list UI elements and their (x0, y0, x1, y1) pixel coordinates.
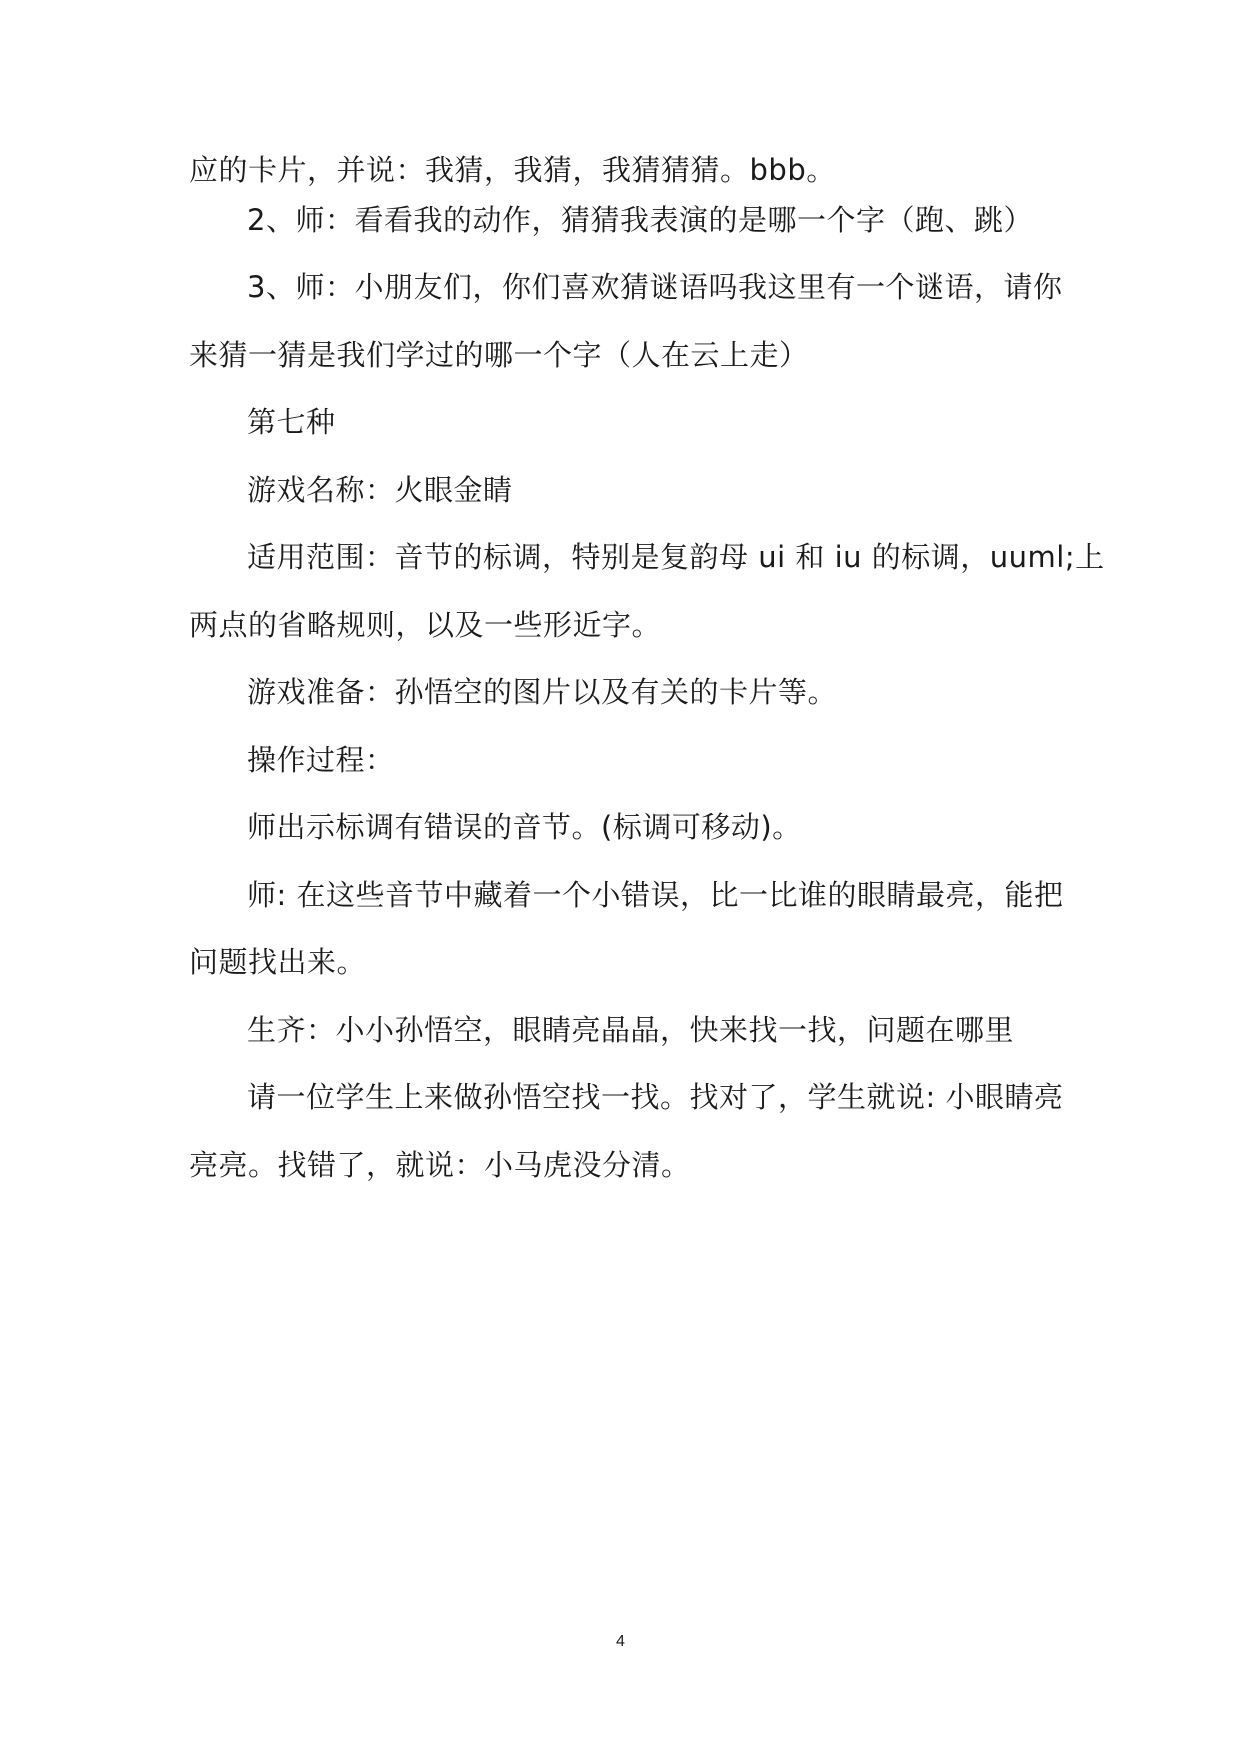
text-line: 生齐：小小孙悟空，眼睛亮晶晶，快来找一找，问题在哪里 (247, 1013, 1015, 1047)
text-line: 适用范围：音节的标调，特别是复韵母 ui 和 iu 的标调，uuml;上 (247, 540, 1105, 574)
text-line: 2、师：看看我的动作，猜猜我表演的是哪一个字（跑、跳） (247, 203, 1033, 237)
text-line: 应的卡片，并说：我猜，我猜，我猜猜猜。bbb。 (189, 153, 836, 187)
text-line: 师出示标调有错误的音节。(标调可移动)。 (247, 810, 802, 844)
text-line: 来猜一猜是我们学过的哪一个字（人在云上走） (189, 338, 809, 372)
text-line: 两点的省略规则，以及一些形近字。 (189, 608, 662, 642)
text-line: 游戏准备：孙悟空的图片以及有关的卡片等。 (247, 675, 838, 709)
text-line: 操作过程： (247, 743, 395, 777)
text-line: 3、师：小朋友们，你们喜欢猜谜语吗我这里有一个谜语，请你 (247, 270, 1063, 304)
text-line: 亮亮。找错了，就说：小马虎没分清。 (189, 1148, 691, 1182)
page-number: 4 (616, 1633, 625, 1650)
text-line: 师: 在这些音节中藏着一个小错误，比一比谁的眼睛最亮，能把 (247, 878, 1064, 912)
text-line: 问题找出来。 (189, 945, 367, 979)
text-line: 请一位学生上来做孙悟空找一找。找对了，学生就说: 小眼睛亮 (247, 1080, 1064, 1114)
section-heading: 第七种 (247, 405, 336, 439)
text-line: 游戏名称：火眼金睛 (247, 473, 513, 507)
